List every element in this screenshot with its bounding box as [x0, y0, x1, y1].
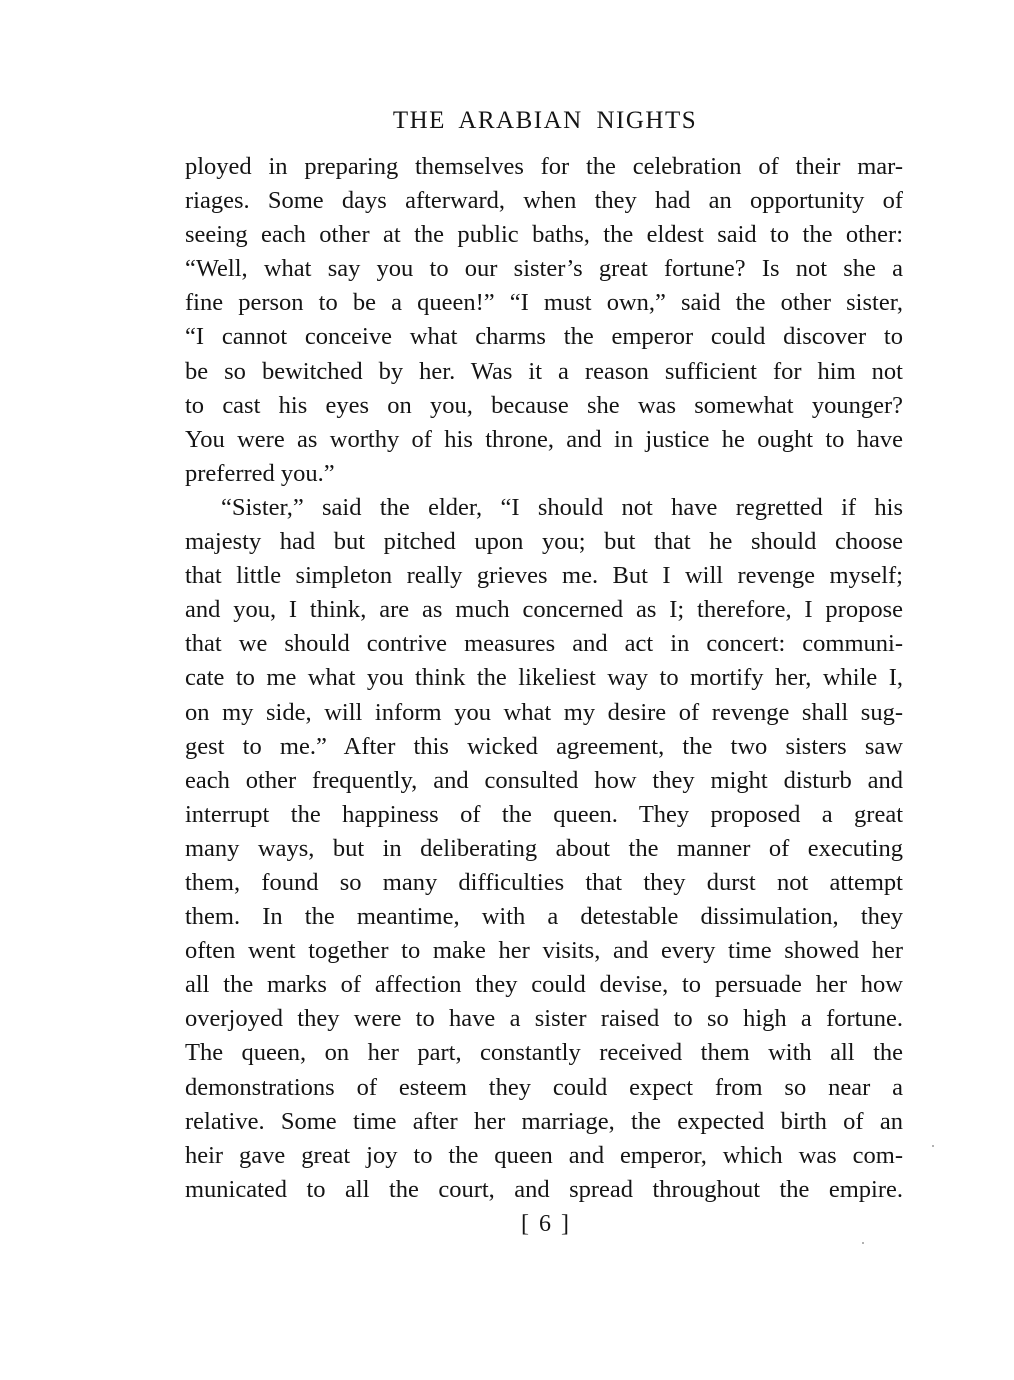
body-text: [185, 150, 903, 1207]
page-number: [ 6 ]: [521, 1211, 569, 1237]
text-line: all the marks of affection they could devise, to persuade her how: [185, 971, 903, 999]
text-line: and you, I think, are as much concerned as I; therefore, I propose: [185, 596, 903, 624]
text-line: You were as worthy of his throne, and in justice he ought to have: [185, 425, 903, 453]
scan-speck: [862, 1242, 864, 1244]
text-line: fine person to be a queen!” “I must own,” said the other sister,: [185, 289, 903, 317]
text-line: on my side, will inform you what my desire of revenge shall sug-: [185, 698, 903, 726]
text-line: “I cannot conceive what charms the emperor could discover to: [185, 323, 903, 351]
running-head: THE ARABIAN NIGHTS: [392, 107, 698, 134]
text-line: interrupt the happiness of the queen. They proposed a great: [185, 800, 903, 828]
text-line: “Well, what say you to our sister’s great fortune? Is not she a: [185, 255, 903, 283]
text-line: many ways, but in deliberating about the manner of executing: [185, 834, 903, 862]
text-line: preferred you.”: [185, 459, 335, 487]
text-line: heir gave great joy to the queen and emperor, which was com-: [185, 1141, 903, 1169]
text-line: riages. Some days afterward, when they had an opportunity of: [185, 187, 903, 215]
text-line: them, found so many difficulties that they durst not attempt: [185, 868, 903, 896]
text-line: ployed in preparing themselves for the celebration of their mar-: [185, 153, 903, 180]
paragraph: [185, 491, 903, 1207]
text-line: that little simpleton really grieves me. But I will revenge myself;: [185, 562, 903, 590]
text-line: municated to all the court, and spread throughout the empire.: [185, 1175, 903, 1203]
text-line: cate to me what you think the likeliest way to mortify her, while I,: [185, 664, 903, 692]
text-line: to cast his eyes on you, because she was somewhat younger?: [185, 391, 903, 419]
text-line: each other frequently, and consulted how they might disturb and: [185, 766, 903, 794]
text-line: seeing each other at the public baths, the eldest said to the other:: [185, 221, 903, 249]
text-line: demonstrations of esteem they could expect from so near a: [185, 1073, 903, 1101]
text-line: The queen, on her part, constantly received them with all the: [185, 1039, 903, 1067]
paragraph: [185, 150, 903, 491]
text-line: them. In the meantime, with a detestable dissimulation, they: [185, 903, 903, 931]
text-line: majesty had but pitched upon you; but that he should choose: [185, 528, 903, 556]
text-line: be so bewitched by her. Was it a reason sufficient for him not: [185, 357, 903, 385]
scan-speck: [932, 1145, 934, 1147]
text-line: “Sister,” said the elder, “I should not have regretted if his: [221, 493, 903, 521]
text-line: relative. Some time after her marriage, the expected birth of an: [185, 1107, 903, 1135]
text-line: overjoyed they were to have a sister raised to so high a fortune.: [185, 1005, 903, 1033]
text-line: that we should contrive measures and act in concert: communi-: [185, 630, 903, 658]
text-line: gest to me.” After this wicked agreement, the two sisters saw: [185, 732, 903, 760]
text-line: often went together to make her visits, and every time showed her: [185, 937, 903, 965]
